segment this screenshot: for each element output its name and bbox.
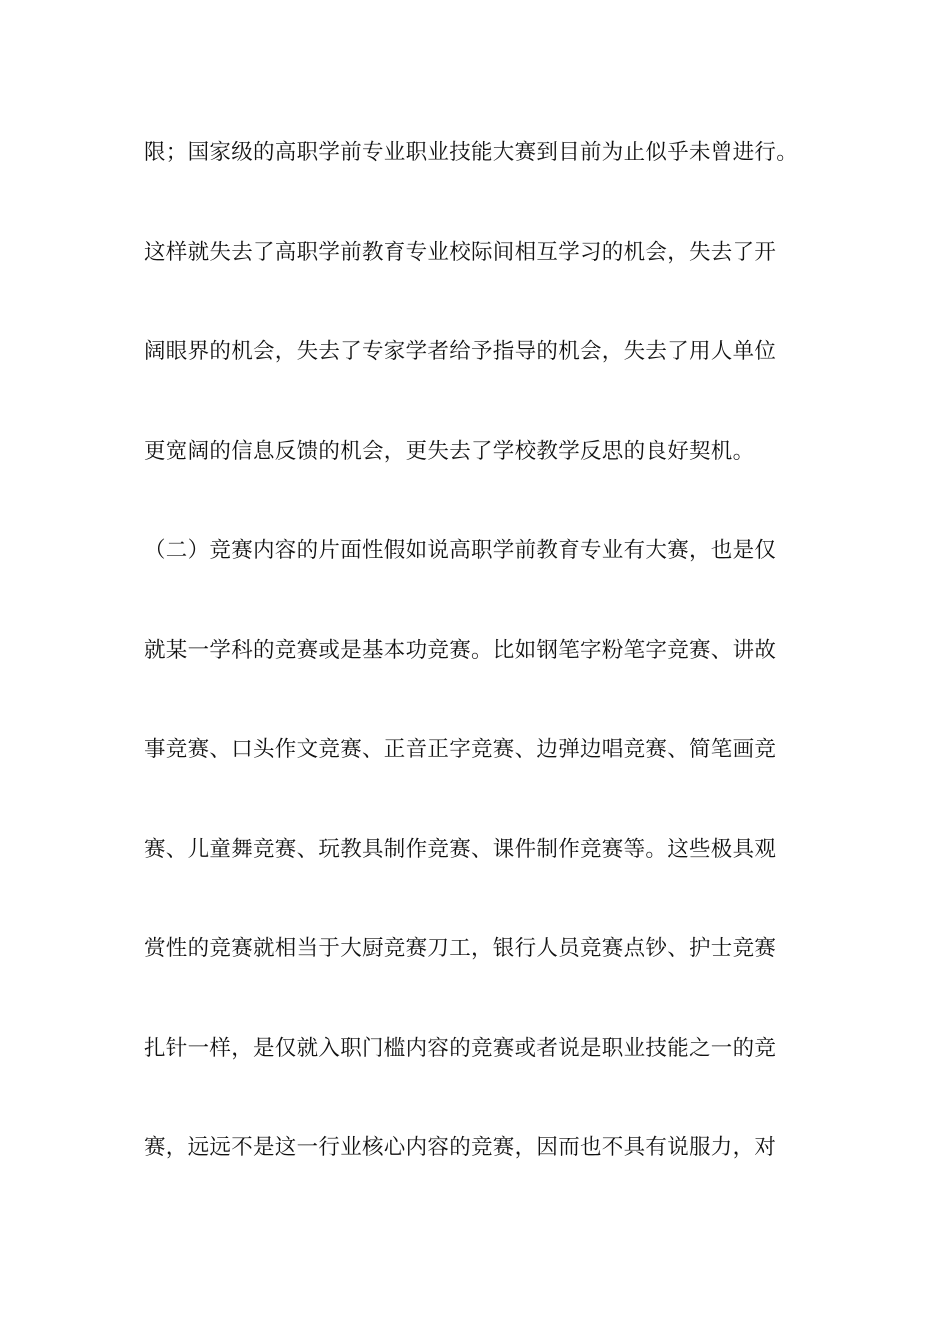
- body-text: [144, 130, 824, 1225]
- text-line: 赏性的竞赛就相当于大厨竞赛刀工，银行人员竞赛点钞、护士竞赛: [144, 936, 777, 961]
- text-line: 就某一学科的竞赛或是基本功竞赛。比如钢笔字粉笔字竞赛、讲故: [144, 637, 777, 663]
- text-line: 赛，远远不是这一行业核心内容的竞赛，因而也不具有说服力，对: [144, 1135, 777, 1160]
- text-line: 扎针一样，是仅就入职门槛内容的竞赛或者说是职业技能之一的竞: [144, 1035, 777, 1061]
- text-line: （二）竞赛内容的片面性假如说高职学前教育专业有大赛，也是仅: [144, 538, 777, 563]
- text-line: 更宽阔的信息反馈的机会，更失去了学校教学反思的良好契机。: [144, 438, 755, 464]
- text-line: 限；国家级的高职学前专业职业技能大赛到目前为止似乎未曾进行。: [144, 140, 799, 165]
- text-line: 这样就失去了高职学前教育专业校际间相互学习的机会，失去了开: [144, 239, 777, 265]
- text-line: 阔眼界的机会，失去了专家学者给予指导的机会，失去了用人单位: [144, 339, 777, 364]
- text-line: 事竞赛、口头作文竞赛、正音正字竞赛、边弹边唱竞赛、简笔画竞: [144, 737, 777, 762]
- text-line: 赛、儿童舞竞赛、玩教具制作竞赛、课件制作竞赛等。这些极具观: [144, 836, 777, 862]
